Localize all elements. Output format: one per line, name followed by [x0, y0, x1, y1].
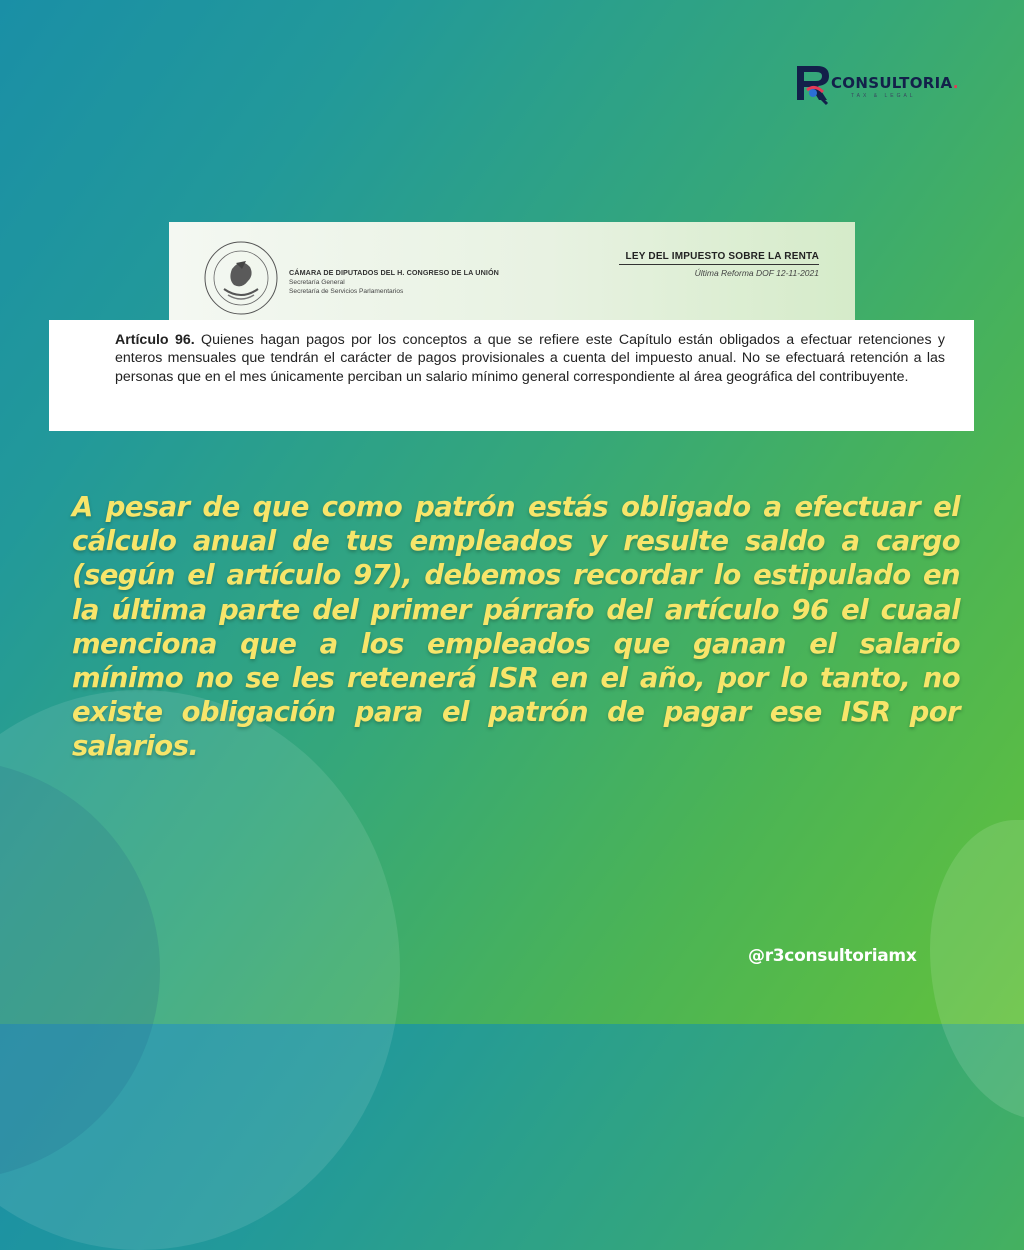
chamber-name: CÁMARA DE DIPUTADOS DEL H. CONGRESO DE LA UNIÓN	[289, 268, 499, 277]
brand-logo	[791, 60, 971, 106]
main-message: A pesar de que como patrón estás obligado a efectuar el cálculo anual de tus empleados y resulte saldo a cargo (según el artículo 97), debemos recordar lo estipulado en la última parte del primer párrafo del artículo 96 el cuaal menciona que a los empleados que ganan el salario mínimo no se les retenerá ISR en el año, por lo tanto, no existe obligación para el patrón de pagar ese ISR por salarios.	[72, 491, 960, 763]
brand-tagline: TAX & LEGAL	[851, 93, 916, 99]
last-reform-date: Última Reforma DOF 12-11-2021	[694, 268, 819, 278]
document-header	[169, 222, 855, 320]
background-shape	[0, 690, 400, 1250]
secretary-services: Secretaría de Servicios Parlamentarios	[289, 288, 404, 295]
background-shape	[930, 820, 1024, 1120]
law-title: LEY DEL IMPUESTO SOBRE LA RENTA	[625, 251, 819, 262]
social-handle: @r3consultoriamx	[748, 946, 917, 966]
brand-name: CONSULTORIA.	[831, 74, 959, 92]
article-body: Quienes hagan pagos por los conceptos a que se refiere este Capítulo están obligados a efectuar retenciones y enteros mensuales que tendrán el carácter de pagos provisionales a cuenta del impuesto anual. No se efectuará retención a las personas que en el mes únicamente perciban un salario mínimo general correspondiente al área geográfica del contribuyente.	[115, 332, 945, 385]
secretary-general: Secretaría General	[289, 279, 345, 286]
mexican-seal-icon	[202, 239, 280, 317]
article-excerpt	[49, 320, 974, 431]
background-shape	[0, 760, 160, 1180]
article-label: Artículo 96.	[115, 332, 195, 348]
article-text	[115, 331, 945, 386]
title-divider	[619, 264, 819, 265]
